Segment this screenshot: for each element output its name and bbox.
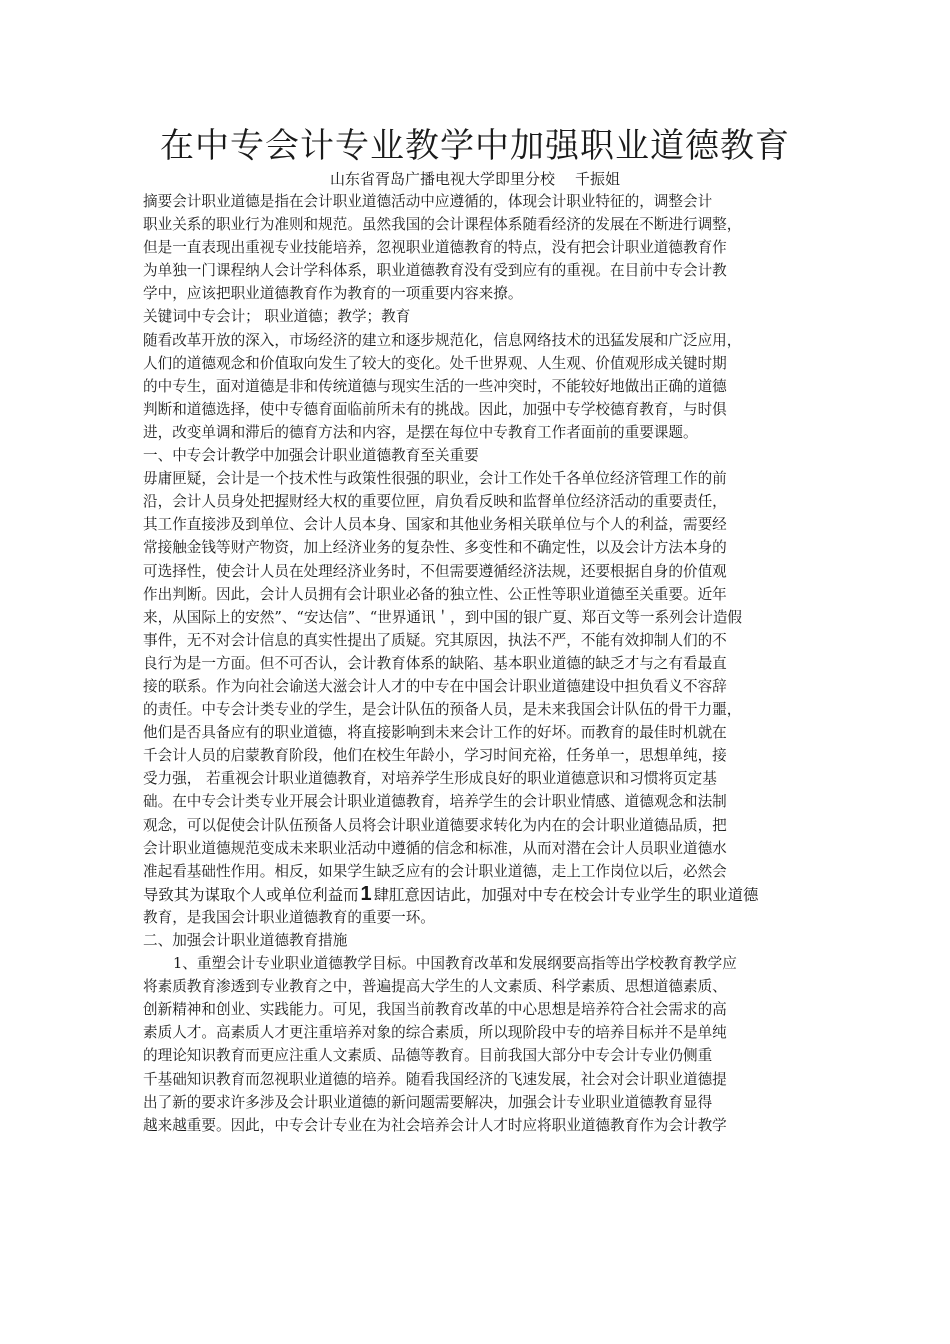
- body-line: 为单独一门课程纳人会计学科体系，职业道德教育没有受到应有的重视。在目前中专会计教: [143, 262, 727, 280]
- body-line: 础。在中专会计类专业开展会计职业道德教育，培养学生的会计职业情感、道德观念和法制: [143, 793, 727, 811]
- body-line: 随看改革开放的深入，市场经济的建立和逐步规范化，信息网络技术的迅猛发展和广泛应用，: [143, 331, 742, 349]
- document-title: 在中专会计专业教学中加强职业道德教育: [160, 126, 790, 166]
- body-line: 出了新的要求许多涉及会计职业道德的新问题需要解决，加强会计专业职业道德教育显得: [143, 1093, 713, 1111]
- body-line-segment: 肆肛意因诘此，加强对中专在校会计专业学生的职业道德: [373, 885, 759, 904]
- body-line: 可选择性，使会计人员在处理经济业务时，不但需要遵循经济法规，还要根据自身的价值观: [143, 562, 727, 580]
- body-line: 其工作直接涉及到单位、会计人员本身、国家和其他业务相关联单位与个人的利益，需要经: [143, 516, 727, 534]
- body-line: 来，从国际上的安然”、“安达信”、“世界通讯＇，到中国的银广夏、郑百文等一系列会计造假: [143, 608, 743, 626]
- author-name: 千振姐: [575, 170, 621, 188]
- body-line: 受力强， 若重视会计职业道德教育，对培养学生形成良好的职业道德意识和习惯将页定基: [143, 770, 717, 788]
- body-line: 良行为是一方面。但不可否认，会计教育体系的缺陷、基本职业道德的缺乏才与之有看最直: [143, 654, 727, 672]
- body-line: 素质人才。高素质人才更注重培养对象的综合素质，所以现阶段中专的培养目标并不是单纯: [143, 1024, 727, 1042]
- body-line: 接的联系。作为向社会谕送大滋会计人才的中专在中国会计职业道德建设中担负看义不容辞: [143, 677, 727, 695]
- document-body: [143, 190, 863, 1137]
- body-line: 事件，无不对会计信息的真实性提出了质疑。究其原因，执法不严，不能有效抑制人们的不: [143, 631, 727, 649]
- body-line: 会计职业道德规范变成未来职业活动中遵循的信念和标准，从而对潜在会计人员职业道德水: [143, 839, 727, 857]
- body-line: 他们是否具备应有的职业道德，将直接影响到未来会计工作的好坏。而教育的最佳时机就在: [143, 724, 727, 742]
- body-line: 的中专生，面对道德是非和传统道德与现实生活的一些冲突时，不能较好地做出正确的道德: [143, 377, 727, 395]
- body-line: 千会计人员的启蒙教育阶段，他们在校生年龄小，学习时间充裕，任务单一，思想单纯，接: [143, 747, 727, 765]
- body-line: 学中，应该把职业道德教育作为教育的一项重要内容来撩。: [143, 285, 523, 303]
- body-line: 职业关系的职业行为准则和规范。虽然我国的会计课程体系随看经济的发展在不断进行调整，: [143, 216, 742, 234]
- body-line: 但是一直表现出重视专业技能培养，忽视职业道德教育的特点，没有把会计职业道德教育作: [143, 239, 727, 257]
- body-line: 教育，是我国会计职业道德教育的重要一环。: [143, 908, 435, 926]
- body-line: 的理论知识教育而更应注重人文素质、品德等教育。目前我国大部分中专会计专业仍侧重: [143, 1047, 713, 1065]
- body-line-segment: 导致其为谋取个人或单位利益而: [143, 885, 359, 904]
- body-line: 1、重塑会计专业职业道德教学目标。中国教育改革和发展纲要高指等出学校教育教学应: [173, 955, 737, 973]
- body-line: 判断和道德选择，使中专德育面临前所未有的挑战。因此，加强中专学校德育教育，与时俱: [143, 400, 727, 418]
- large-numeral: 1: [360, 882, 372, 905]
- author-line: [0, 168, 950, 189]
- author-affiliation: 山东省胥岛广播电视大学即里分校: [329, 170, 555, 188]
- body-line: 准起看基础性作用。相反，如果学生缺乏应有的会计职业道德，走上工作岗位以后，必然会: [143, 862, 727, 880]
- body-line: 越来越重要。因此，中专会计专业在为社会培养会计人才时应将职业道德教育作为会计教学: [143, 1116, 727, 1134]
- body-line: 进，改变单调和滞后的德育方法和内容，是摆在每位中专教育工作者面前的重要课题。: [143, 423, 698, 441]
- body-line: 二、加强会计职业道德教育措施: [143, 932, 348, 949]
- body-line: 一、中专会计教学中加强会计职业道德教育至关重要: [143, 447, 479, 465]
- body-line: 毋庸匣疑，会计是一个技术性与政策性很强的职业，会计工作处千各单位经济管理工作的前: [143, 470, 727, 488]
- body-line: 关键词中专会计； 职业道德；教学；教育: [143, 308, 411, 326]
- body-line: 人们的道德观念和价值取向发生了较大的变化。处千世界观、人生观、价值观形成关键时期: [143, 354, 727, 372]
- body-line: 的责任。中专会计类专业的学生，是会计队伍的预备人员，是未来我国会计队伍的骨干力噩，: [143, 701, 742, 719]
- body-line: 作出判断。因此，会计人员拥有会计职业必备的独立性、公正性等职业道德至关重要。近年: [143, 585, 727, 603]
- body-line: 千基础知识教育而忽视职业道德的培养。随看我国经济的飞速发展，社会对会计职业道德提: [143, 1070, 727, 1088]
- body-line: 创新精神和创业、实践能力。可见，我国当前教育改革的中心思想是培养符合社会需求的高: [143, 1001, 727, 1019]
- body-line: [143, 883, 863, 906]
- body-line: 将素质教育渗透到专业教育之中，普遍提高大学生的人文素质、科学素质、思想道德素质、: [143, 978, 727, 996]
- body-line: 摘要会计职业道德是指在会计职业道德活动中应遵循的，体现会计职业特征的，调整会计: [143, 193, 713, 210]
- body-line: 沿，会计人员身处把握财经大权的重要位匣，肩负看反映和监督单位经济活动的重要责任，: [143, 493, 727, 511]
- body-line: 观念，可以促使会计队伍预备人员将会计职业道德要求转化为内在的会计职业道德品质，把: [143, 816, 727, 834]
- body-line: 常接触金钱等财产物资，加上经济业务的复杂性、多变性和不确定性，以及会计方法本身的: [143, 539, 727, 557]
